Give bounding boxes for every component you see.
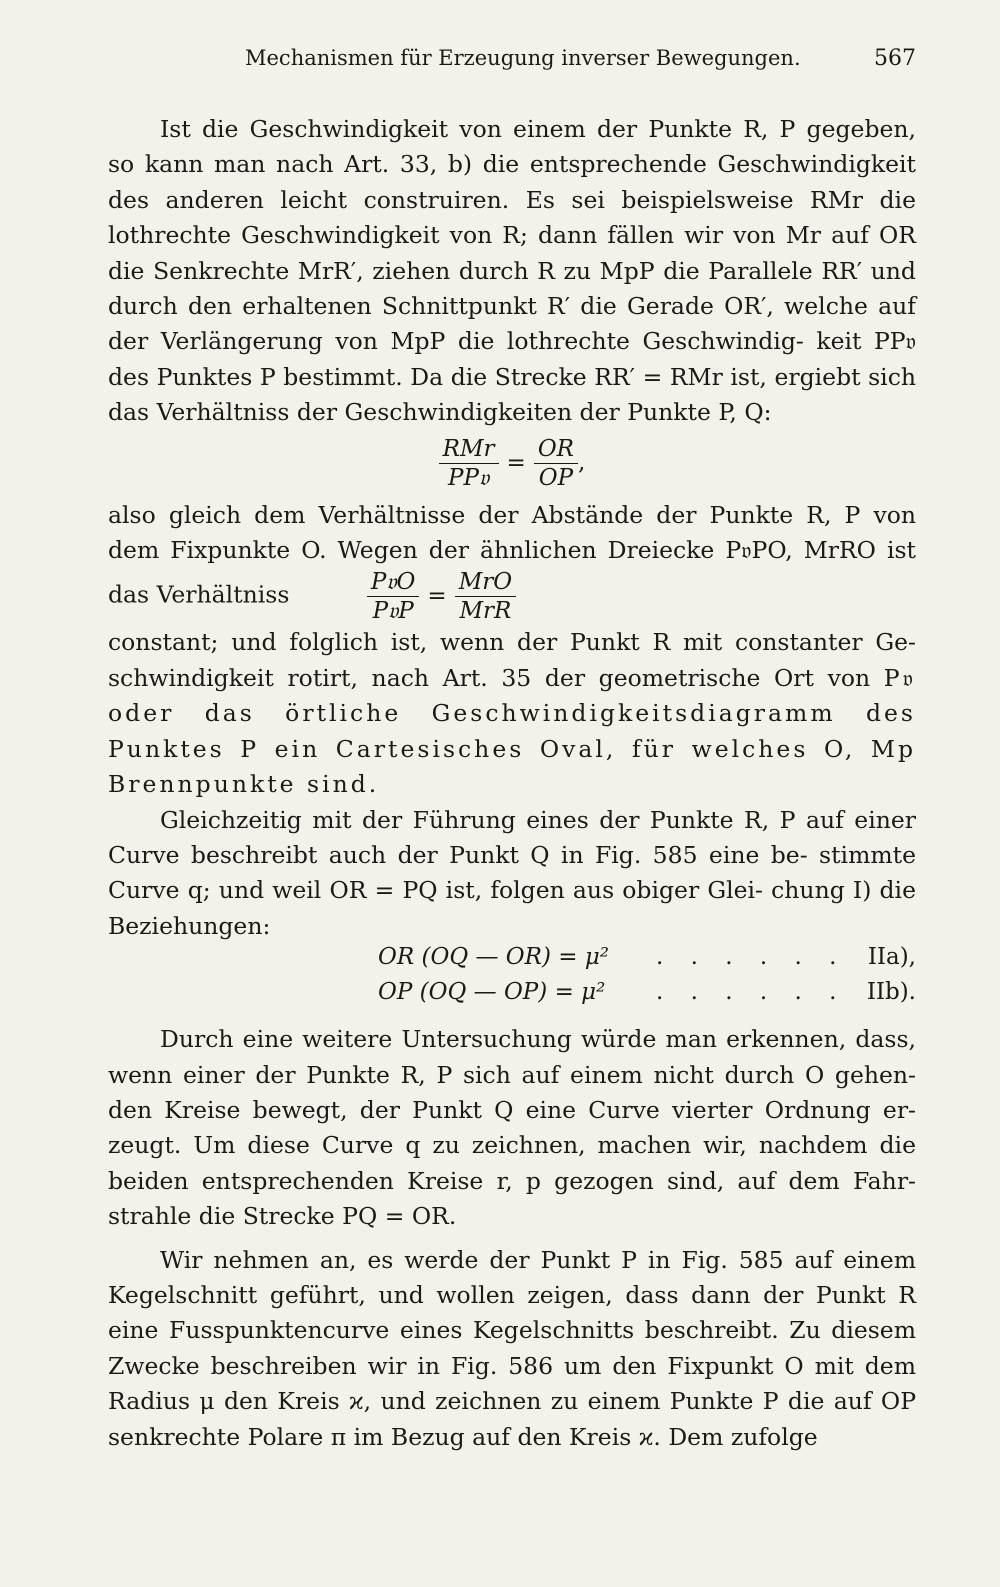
line: einer Curve beschreibt auch der Punkt Q in Fig. 585 eine be-: [108, 805, 916, 869]
fraction-left: [367, 568, 420, 625]
equation-iia: [108, 944, 916, 979]
line: RR′ und durch den erhaltenen Schnittpunkt R′ die Gerade OR′,: [108, 256, 916, 321]
line: stimmte Curve q; und weil OR = PQ ist, folgen aus obiger Glei-: [108, 840, 916, 905]
line: Wir nehmen an, es werde der Punkt P in Fig. 585 auf einem: [160, 1245, 916, 1274]
line: strahle die Strecke PQ = OR.: [108, 1202, 457, 1231]
line: Zwecke beschreiben wir in Fig. 586 um den Fixpunkt O mit dem: [108, 1351, 916, 1380]
distance-ratio-formula: [367, 568, 516, 625]
line: dem Fixpunkte O. Wegen der ähnlichen Dreiecke P𝔳PO, MrRO: [108, 536, 876, 565]
line: Durch eine weitere Untersuchung würde man erkennen, dass,: [160, 1025, 916, 1054]
line: constant; und folglich ist, wenn der Punkt R mit constanter Ge-: [108, 628, 916, 657]
line: des anderen leicht construiren. Es sei beispielsweise RMr die: [108, 185, 916, 214]
denominator: P𝔳P: [372, 598, 414, 625]
numerator: P𝔳O: [367, 568, 420, 597]
denominator: OP: [538, 464, 574, 491]
paragraph-4: [108, 803, 916, 945]
line: beiden entsprechenden Kreise r, p gezogen sind, auf dem Fahr-: [108, 1166, 916, 1195]
fraction-right: [534, 435, 578, 492]
page-header: [0, 46, 1000, 82]
numerator: OR: [534, 435, 578, 464]
line: zeugt. Um diese Curve q zu zeichnen, machen wir, nachdem die: [108, 1131, 916, 1160]
line: Ist die Geschwindigkeit von einem der Punkte R, P gegeben,: [160, 115, 916, 143]
equation-leader-dots: . . . . . .: [656, 979, 847, 1006]
page-number: 567: [874, 46, 916, 71]
page-body: [108, 112, 916, 1455]
line: ist, ergiebt sich das Verhältniss der Geschwindigkeiten der Punkte: [108, 362, 916, 427]
equation-body: OP (OQ — OP) = μ²: [378, 979, 606, 1006]
fraction-right: [455, 568, 516, 625]
paragraph-3: [108, 625, 916, 802]
numerator: MrO: [455, 568, 516, 597]
line: OR die Senkrechte MrR′, ziehen durch R zu MpP die Parallele: [108, 221, 916, 285]
equation-leader-dots: . . . . . .: [656, 944, 847, 971]
line: chung I) die Beziehungen:: [108, 876, 916, 940]
equation-iib: [108, 979, 916, 1014]
line: den Kreise bewegt, der Punkt Q eine Curve vierter Ordnung er-: [108, 1095, 916, 1124]
line: eine Fusspunktencurve eines Kegelschnitts beschreibt. Zu diesem: [108, 1316, 916, 1345]
line: keit PP𝔳 des Punktes P bestimmt. Da die Strecke RR′ = RMr: [108, 327, 916, 391]
line: also gleich dem Verhältnisse der Abstände der Punkte R, P von: [108, 500, 916, 529]
equation-body: OR (OQ — OR) = μ²: [378, 944, 609, 971]
equals-sign: =: [506, 450, 526, 477]
denominator: MrR: [459, 598, 512, 625]
line: Gleichzeitig mit der Führung eines der Punkte R, P auf: [160, 805, 844, 834]
paragraph-2: [108, 498, 916, 626]
line: Kegelschnitt geführt, und wollen zeigen, dass dann der Punkt R: [108, 1280, 916, 1309]
line: P, Q:: [718, 398, 772, 427]
line: Radius μ den Kreis ϰ, und zeichnen zu einem Punkte P die auf: [108, 1387, 872, 1416]
line: Brennpunkte sind.: [108, 770, 380, 799]
line: schwindigkeit rotirt, nach Art. 35 der geometrische Ort von: [108, 663, 871, 692]
line: lothrechte Geschwindigkeit von R; dann fällen wir von Mr auf: [108, 221, 869, 250]
equation-label: IIa),: [867, 944, 916, 971]
equals-sign: =: [427, 583, 447, 610]
equation-label: IIb).: [866, 979, 916, 1006]
paragraph-5: [108, 1022, 916, 1234]
line: wenn einer der Punkte R, P sich auf einem nicht durch O gehen-: [108, 1060, 916, 1089]
line: P𝔳 oder das örtliche Geschwindigkeitsdiagramm des: [108, 663, 916, 728]
numerator: RMr: [439, 435, 499, 464]
formula-comma: ,: [578, 449, 586, 476]
line: welche auf der Verlängerung von MpP die lothrechte Geschwindig-: [108, 292, 916, 356]
fraction-left: [439, 435, 499, 492]
paragraph-6: [108, 1243, 916, 1455]
denominator: PP𝔳: [448, 464, 490, 491]
line: Punktes P ein Cartesisches Oval, für welches O, Mp: [108, 734, 916, 763]
line: ist das Verhältniss: [108, 536, 916, 609]
paragraph-1: [108, 112, 916, 431]
running-title: Mechanismen für Erzeugung inverser Bewegungen.: [245, 46, 801, 70]
velocity-ratio-formula: [108, 435, 916, 492]
line: so kann man nach Art. 33, b) die entsprechende Geschwindigkeit: [108, 150, 916, 179]
line: OP senkrechte Polare π im Bezug auf den Kreis ϰ. Dem zufolge: [108, 1387, 916, 1451]
